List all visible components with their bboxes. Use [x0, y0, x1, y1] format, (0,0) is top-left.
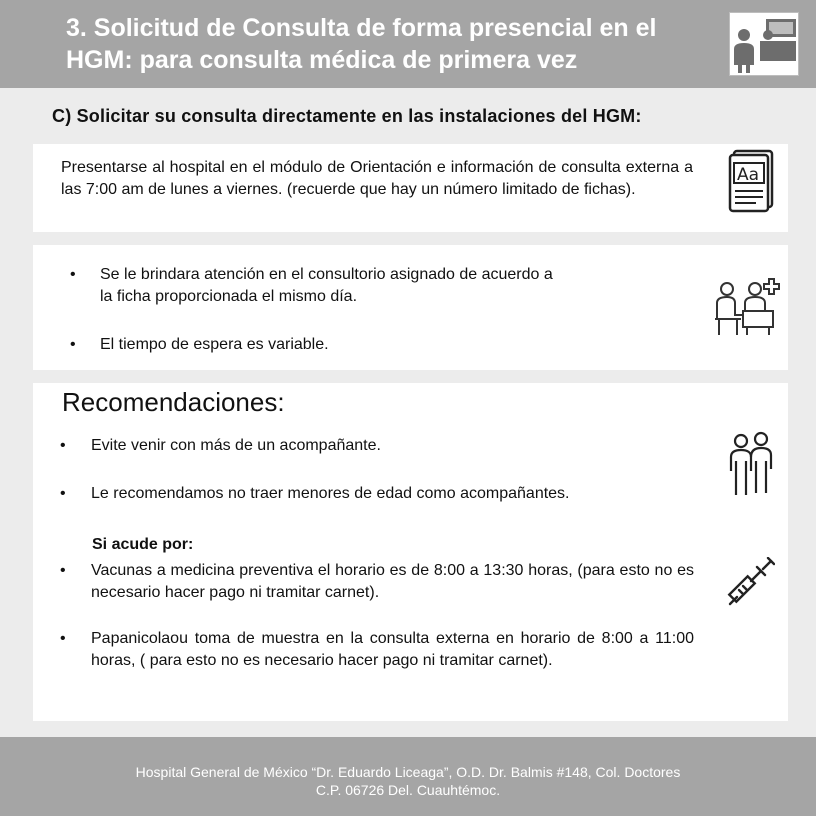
svg-text:Aa: Aa	[737, 165, 760, 185]
list-item: • Le recomendamos no traer menores de edad como acompañantes.	[60, 483, 720, 505]
header-banner	[0, 0, 816, 88]
info-card-arrival	[33, 144, 788, 232]
two-people-icon	[727, 431, 775, 502]
recommendations-title: Recomendaciones:	[62, 387, 285, 417]
list-item: • El tiempo de espera es variable.	[70, 334, 670, 356]
papanicolaou-info: Papanicolaou toma de muestra en la consulta externa en horario de 8:00 a 11:00 horas, ( para esto no es necesario hacer pago ni tramitar carnet).	[91, 630, 694, 669]
vaccines-info: Vacunas a medicina preventiva el horario es de 8:00 a 13:30 horas, (para esto no es necesario hacer pago ni tramitar carnet).	[91, 562, 694, 601]
list-item: • Vacunas a medicina preventiva el horario es de 8:00 a 13:30 horas, (para esto no es necesario hacer pago ni tramitar carnet).	[60, 560, 694, 604]
syringe-icon	[727, 557, 775, 612]
attention-line-2: la ficha proporcionada el mismo día.	[100, 288, 358, 305]
section-heading: C) Solicitar su consulta directamente en las instalaciones del HGM:	[52, 106, 642, 126]
if-attending-heading: Si acude por:	[92, 536, 194, 553]
page-title-line-1: 3. Solicitud de Consulta de forma presencial en el	[66, 14, 657, 42]
recommendation-companion: Evite venir con más de un acompañante.	[91, 437, 381, 454]
attention-line-1: Se le brindara atención en el consultorio asignado de acuerdo a	[100, 266, 553, 283]
footer-line-1: Hospital General de México “Dr. Eduardo Liceaga”, O.D. Dr. Balmis #148, Col. Doctores	[135, 764, 681, 780]
wait-time-text: El tiempo de espera es variable.	[100, 336, 329, 353]
list-item: • Se le brindara atención en el consultorio asignado de acuerdo a la ficha proporcionada el mismo día.	[70, 266, 553, 305]
document-aa-icon	[726, 149, 776, 220]
footer	[0, 737, 816, 816]
footer-line-2: C.P. 06726 Del. Cuauhtémoc.	[315, 782, 501, 798]
doctor-consultation-icon	[713, 275, 783, 344]
list-item: • Evite venir con más de un acompañante.	[60, 435, 690, 457]
arrival-instructions: Presentarse al hospital en el módulo de Orientación e información de consulta externa a las 7:00 am de lunes a viernes. (recuerde que hay un número limitado de fichas).	[61, 159, 693, 198]
page-title	[66, 12, 716, 76]
reception-desk-icon	[729, 12, 799, 76]
page-title-line-2: HGM: para consulta médica de primera vez	[66, 46, 578, 74]
recommendation-minors: Le recomendamos no traer menores de edad como acompañantes.	[91, 485, 570, 502]
info-card-attention	[33, 245, 788, 370]
list-item: • Papanicolaou toma de muestra en la consulta externa en horario de 8:00 a 11:00 horas, ( para esto no es necesario hacer pago ni tramitar carnet).	[60, 628, 694, 694]
footer-address	[0, 763, 816, 799]
